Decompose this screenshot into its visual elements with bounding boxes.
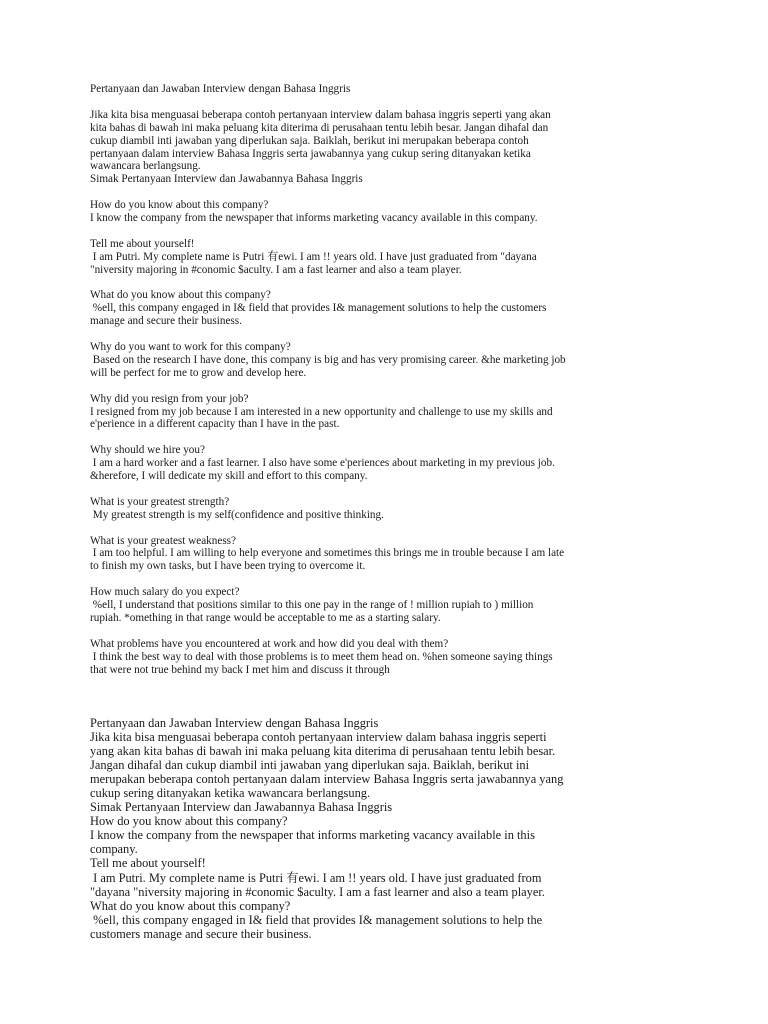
answer: I think the best way to deal with those problems is to meet them head on. %hen someone saying things that were not true behind my back I met him and discuss it through: [90, 650, 553, 676]
answer: I am Putri. My complete name is Putri 有ewi. I am !! years old. I have just graduated from "dayana "niversity majoring in #conomic $aculty. I am a fast learner and also a team player.: [90, 250, 537, 276]
section-subtitle: Simak Pertanyaan Interview dan Jawabannya Bahasa Inggris: [90, 800, 393, 815]
answer: I am a hard worker and a fast learner. I also have some e'periences about marketing in my previous job. &herefore, I will dedicate my skill and effort to this company.: [90, 457, 555, 483]
intro-paragraph: Jika kita bisa menguasai beberapa contoh pertanyaan interview dalam bahasa inggris seperti yang akan kita bahas di bawah ini maka peluang kita diterima di perusahaan tentu lebih besar. Jangan dihafal dan cukup diambil inti jawaban yang diperlukan saja. Baiklah, berikut ini merupakan beberapa contoh pertanyaan dalam interview Bahasa Inggris serta jawabannya yang cukup sering ditanyakan ketika wawancara berlangsung.: [90, 108, 551, 173]
answer: I know the company from the newspaper that informs marketing vacancy available in this company.: [90, 212, 538, 225]
answer: I resigned from my job because I am interested in a new opportunity and challenge to use my skills and e'perience in a different capacity than I have in the past.: [90, 405, 553, 431]
question: How do you know about this company?: [90, 199, 269, 212]
article-title: Pertanyaan dan Jawaban Interview dengan Bahasa Inggris: [90, 716, 379, 730]
question: Why should we hire you?: [90, 444, 205, 457]
question: Why did you resign from your job?: [90, 392, 249, 405]
answer: I am too helpful. I am willing to help everyone and sometimes this brings me in trouble because I am late to finish my own tasks, but I have been trying to overcome it.: [90, 547, 565, 573]
question: What is your greatest strength?: [90, 495, 230, 508]
answer: I am Putri. My complete name is Putri 有ewi. I am !! years old. I have just graduated from "dayana "niversity majoring in #conomic $aculty. I am a fast learner and also a team player.: [90, 870, 545, 899]
answer: I know the company from the newspaper that informs marketing vacancy available in this company.: [90, 828, 535, 857]
question: Tell me about yourself!: [90, 237, 195, 250]
article-section-1: [90, 83, 690, 677]
intro-paragraph: Jika kita bisa menguasai beberapa contoh pertanyaan interview dalam bahasa inggris seperti yang akan kita bahas di bawah ini maka peluang kita diterima di perusahaan tentu lebih besar. Jangan dihafal dan cukup diambil inti jawaban yang diperlukan saja. Baiklah, berikut ini merupakan beberapa contoh pertanyaan dalam interview Bahasa Inggris serta jawabannya yang cukup sering ditanyakan ketika wawancara berlangsung.: [90, 730, 564, 801]
question: How do you know about this company?: [90, 814, 288, 829]
answer: My greatest strength is my self(confidence and positive thinking.: [90, 508, 384, 521]
answer: Based on the research I have done, this company is big and has very promising career. &he marketing job will be perfect for me to grow and develop here.: [90, 353, 566, 379]
question: What is your greatest weakness?: [90, 534, 237, 547]
section-subtitle: Simak Pertanyaan Interview dan Jawabannya Bahasa Inggris: [90, 173, 363, 186]
question: What do you know about this company?: [90, 289, 271, 302]
question: Tell me about yourself!: [90, 856, 206, 871]
question: What problems have you encountered at work and how did you deal with them?: [90, 637, 449, 650]
answer: %ell, I understand that positions similar to this one pay in the range of ! million rupiah to ) million rupiah. *omething in that range would be acceptable to me as a starting salary.: [90, 599, 534, 624]
article-title: Pertanyaan dan Jawaban Interview dengan Bahasa Inggris: [90, 83, 351, 95]
question: Why do you want to work for this company?: [90, 341, 291, 354]
answer: %ell, this company engaged in I& field that provides I& management solutions to help the customers manage and secure their business.: [90, 912, 543, 941]
answer: %ell, this company engaged in I& field that provides I& management solutions to help the customers manage and secure their business.: [90, 302, 547, 328]
article-section-2: [90, 716, 690, 941]
question: What do you know about this company?: [90, 898, 291, 913]
question: How much salary do you expect?: [90, 586, 240, 599]
